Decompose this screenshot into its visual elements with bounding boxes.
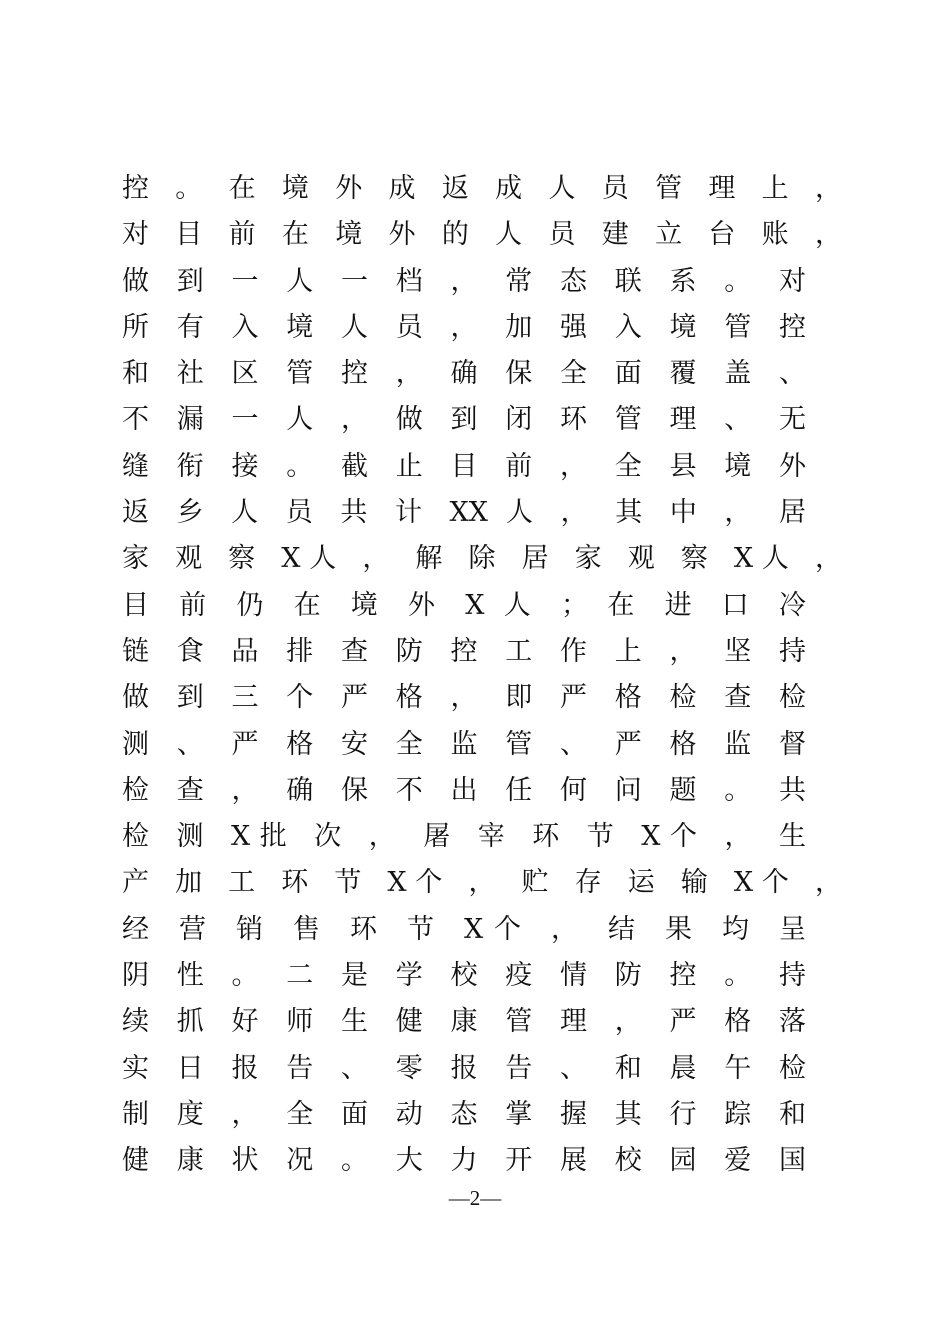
text-line: 链 食 品 排 查 防 控 工 作 上 ， 坚 持 bbox=[122, 635, 806, 667]
text-line: 制 度 ， 全 面 动 态 掌 握 其 行 踪 和 bbox=[122, 1098, 806, 1130]
text-line: 产 加 工 环 节 X个 ， 贮 存 运 输 X个 ， bbox=[122, 867, 842, 899]
text-line: 家 观 察 X人 ， 解 除 居 家 观 察 X人 ， bbox=[122, 543, 842, 575]
text-line: 目 前 仍 在 境 外 X 人 ； 在 进 口 冷 bbox=[122, 589, 806, 621]
text-line: 返 乡 人 员 共 计 XX 人 ， 其 中 ， 居 bbox=[122, 497, 806, 529]
text-line: 实 日 报 告 、 零 报 告 、 和 晨 午 检 bbox=[122, 1052, 806, 1084]
text-line: 缝 衔 接 。 截 止 目 前 ， 全 县 境 外 bbox=[122, 450, 806, 482]
text-line: 做 到 三 个 严 格 ， 即 严 格 检 查 检 bbox=[122, 682, 806, 714]
page-number: —2— bbox=[448, 1186, 502, 1210]
text-line: 健 康 状 况 。 大 力 开 展 校 园 爱 国 bbox=[122, 1145, 806, 1177]
text-line: 做 到 一 人 一 档 ， 常 态 联 系 。 对 bbox=[122, 265, 806, 297]
text-line: 检 测 X批 次 ， 屠 宰 环 节 X个 ， 生 bbox=[122, 821, 806, 853]
text-line: 不 漏 一 人 ， 做 到 闭 环 管 理 、 无 bbox=[122, 404, 806, 436]
text-line: 经 营 销 售 环 节 X个 ， 结 果 均 呈 bbox=[122, 913, 806, 945]
text-line: 控 。 在 境 外 成 返 成 人 员 管 理 上 ， bbox=[122, 173, 842, 204]
body-text bbox=[122, 166, 842, 1185]
text-line: 续 抓 好 师 生 健 康 管 理 ， 严 格 落 bbox=[122, 1006, 806, 1038]
text-line: 测 、 严 格 安 全 监 管 、 严 格 监 督 bbox=[122, 728, 806, 760]
text-line: 检 查 ， 确 保 不 出 任 何 问 题 。 共 bbox=[122, 774, 806, 806]
text-line: 阴 性 。 二 是 学 校 疫 情 防 控 。 持 bbox=[122, 960, 806, 992]
text-line: 对 目 前 在 境 外 的 人 员 建 立 台 账 ， bbox=[122, 219, 842, 251]
text-line: 和 社 区 管 控 ， 确 保 全 面 覆 盖 、 bbox=[122, 358, 806, 390]
text-line: 所 有 入 境 人 员 ， 加 强 入 境 管 控 bbox=[122, 311, 806, 343]
